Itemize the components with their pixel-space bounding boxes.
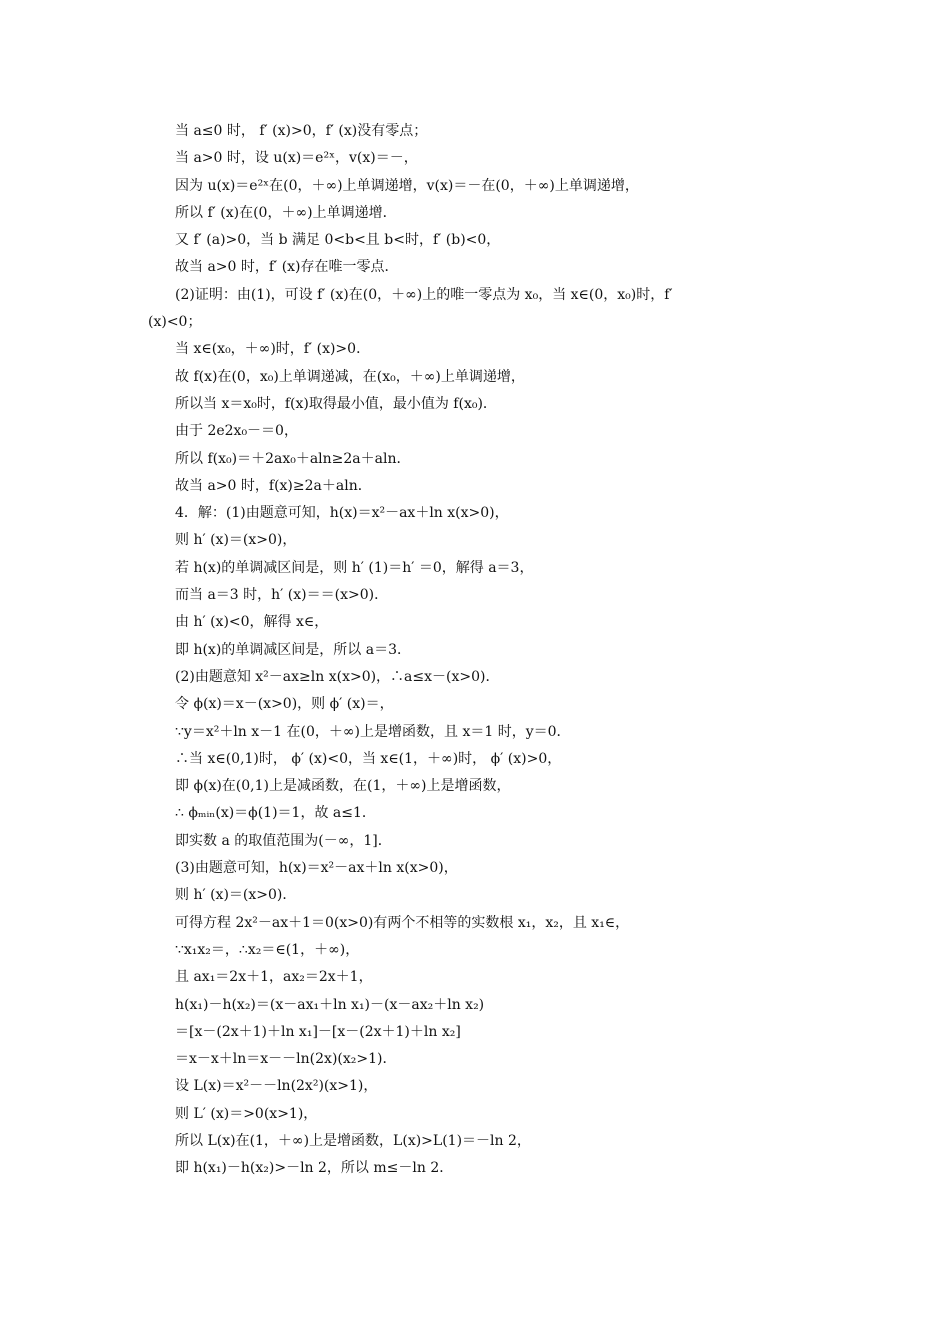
text-line: 即 ϕ(x)在(0,1)上是减函数，在(1，＋∞)上是增函数， [175, 778, 511, 795]
text-line: 若 h(x)的单调减区间是，则 h′ (1)＝h′ ＝0，解得 a＝3， [175, 559, 534, 576]
text-line: (x)<0； [148, 314, 202, 331]
text-line: (2)由题意知 x²－ax≥ln x(x>0)，∴a≤x－(x>0)． [175, 668, 500, 685]
text-line: 由 h′ (x)<0，解得 x∈， [175, 614, 329, 631]
text-line: 所以 f(x₀)＝＋2ax₀＋aln≥2a＋aln． [175, 450, 411, 467]
text-line: ＝[x－(2x＋1)＋ln x₁]－[x－(2x＋1)＋ln x₂] [175, 1023, 461, 1040]
text-line: h(x₁)－h(x₂)＝(x－ax₁＋ln x₁)－(x－ax₂＋ln x₂) [175, 996, 485, 1013]
text-line: 所以 f′ (x)在(0，＋∞)上单调递增． [175, 204, 397, 221]
text-line: ∵y＝x²＋ln x－1 在(0，＋∞)上是增函数，且 x＝1 时，y＝0． [175, 723, 571, 740]
text-line: ∴当 x∈(0,1)时， ϕ′ (x)<0，当 x∈(1，＋∞)时， ϕ′ (x)>0， [175, 750, 562, 767]
text-line: ∴ ϕₘᵢₙ(x)＝ϕ(1)＝1，故 a≤1． [175, 805, 376, 822]
text-line: (3)由题意可知，h(x)＝x²－ax＋ln x(x>0)， [175, 860, 458, 877]
text-line: 令 ϕ(x)＝x－(x>0)，则 ϕ′ (x)＝， [175, 696, 394, 713]
text-line: 故 f(x)在(0，x₀)上单调递减，在(x₀，＋∞)上单调递增， [175, 368, 525, 385]
text-line: 故当 a>0 时，f′ (x)存在唯一零点． [175, 259, 399, 276]
text-line: 可得方程 2x²－ax＋1＝0(x>0)有两个不相等的实数根 x₁，x₂，且 x₁∈， [175, 914, 630, 931]
text-line: 即实数 a 的取值范围为(－∞，1]． [175, 832, 392, 849]
text-line: ＝x－x＋ln＝x－－ln(2x)(x₂>1)． [175, 1051, 397, 1068]
text-line: 所以 L(x)在(1，＋∞)上是增函数，L(x)>L(1)＝－ln 2， [175, 1132, 531, 1149]
text-line: 而当 a＝3 时，h′ (x)＝＝(x>0)． [175, 587, 389, 604]
text-line: 则 L′ (x)＝>0(x>1)， [175, 1105, 318, 1122]
text-line: 故当 a>0 时，f(x)≥2a＋aln． [175, 477, 372, 494]
text-line: 因为 u(x)＝e²ˣ在(0，＋∞)上单调递增，v(x)＝－在(0，＋∞)上单调递增， [175, 177, 639, 194]
text-line: 则 h′ (x)＝(x>0)． [175, 887, 297, 904]
text-line: 即 h(x₁)－h(x₂)>－ln 2，所以 m≤－ln 2． [175, 1160, 454, 1177]
text-line: 即 h(x)的单调减区间是，所以 a＝3． [175, 641, 411, 658]
text-line: 又 f′ (a)>0，当 b 满足 0<b<且 b<时，f′ (b)<0， [175, 232, 501, 249]
text-line: 则 h′ (x)＝(x>0)， [175, 532, 297, 549]
text-line: 当 a>0 时，设 u(x)＝e²ˣ，v(x)＝－， [175, 150, 418, 167]
text-line: 4．解：(1)由题意可知，h(x)＝x²－ax＋ln x(x>0)， [175, 505, 509, 522]
text-line: 当 a≤0 时， f′ (x)>0，f′ (x)没有零点； [175, 123, 428, 139]
text-line: 且 ax₁＝2x＋1，ax₂＝2x＋1， [175, 969, 373, 986]
text-line: ∵x₁x₂＝，∴x₂＝∈(1，＋∞)， [175, 941, 360, 958]
text-line: (2)证明：由(1)，可设 f′ (x)在(0，＋∞)上的唯一零点为 x₀，当 x∈(0，x₀)时，f′ [175, 286, 673, 303]
text-line: 当 x∈(x₀，＋∞)时，f′ (x)>0． [175, 341, 371, 358]
text-line: 设 L(x)＝x²－－ln(2x²)(x>1)， [175, 1078, 378, 1095]
text-line: 由于 2e2x₀－＝0， [175, 423, 298, 440]
solution-text-block [148, 118, 808, 1183]
text-line: 所以当 x＝x₀时，f(x)取得最小值，最小值为 f(x₀)． [175, 395, 497, 412]
